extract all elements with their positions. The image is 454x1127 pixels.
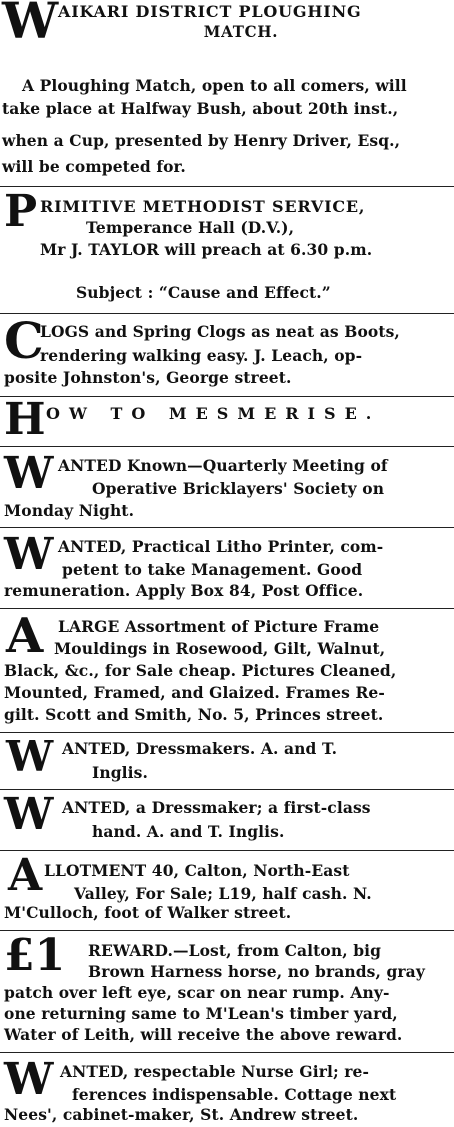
column-rule (0, 446, 454, 447)
column-rule (0, 527, 454, 528)
drop-cap: H (4, 394, 46, 445)
drop-cap: W (6, 732, 54, 781)
drop-cap: £1 (4, 930, 66, 981)
column-rule (0, 608, 454, 609)
ad-text-line: LARGE Assortment of Picture Frame (58, 617, 380, 636)
ad-headline: RIMITIVE METHODIST SERVICE, (40, 197, 366, 216)
column-rule (0, 1052, 454, 1053)
ad-text-line: Valley, For Sale; L19, half cash. N. (74, 884, 372, 903)
ad-text-line: will be competed for. (2, 157, 186, 176)
ad-text-line: ANTED, a Dressmaker; a first-class (62, 798, 371, 817)
ad-text-line: ANTED Known—Quarterly Meeting of (58, 456, 388, 475)
ad-headline: AIKARI DISTRICT PLOUGHING (58, 2, 362, 21)
column-rule (0, 930, 454, 931)
ad-text-line: Monday Night. (4, 501, 135, 520)
drop-cap: P (4, 186, 38, 237)
ad-text-line: LOGS and Spring Clogs as neat as Boots, (40, 322, 400, 341)
drop-cap: A (6, 608, 44, 664)
ad-headline: MATCH. (203, 22, 279, 41)
ad-text-line: Operative Bricklayers' Society on (92, 479, 385, 498)
drop-cap: W (4, 789, 54, 840)
ad-text-line: Subject : “Cause and Effect.” (76, 283, 331, 302)
ad-text-line: when a Cup, presented by Henry Driver, Esq., (2, 131, 401, 150)
ad-text-line: take place at Halfway Bush, about 20th inst., (2, 99, 399, 118)
ad-text-line: ANTED, Dressmakers. A. and T. (62, 739, 338, 758)
ad-text-line: petent to take Management. Good (62, 560, 363, 579)
column-rule (0, 186, 454, 187)
ad-text-line: rendering walking easy. J. Leach, op- (40, 346, 363, 365)
ad-text-line: hand. A. and T. Inglis. (92, 822, 285, 841)
drop-cap: W (4, 1054, 54, 1105)
ad-text-line: Mounted, Framed, and Glaized. Frames Re- (4, 683, 385, 702)
ad-text-line: Brown Harness horse, no brands, gray (88, 962, 425, 981)
column-rule (0, 396, 454, 397)
ad-text-line: ANTED, Practical Litho Printer, com- (58, 537, 384, 556)
ad-text-line: REWARD.—Lost, from Calton, big (88, 941, 382, 960)
drop-cap: C (4, 311, 44, 370)
ad-text-line: ferences indispensable. Cottage next (72, 1085, 397, 1104)
ad-text-line: LLOTMENT 40, Calton, North-East (44, 861, 350, 880)
ad-text-line: Mr J. TAYLOR will preach at 6.30 p.m. (40, 240, 373, 259)
ad-headline: OW TO MESMERISE. (46, 404, 381, 423)
ad-text-line: Temperance Hall (D.V.), (86, 218, 295, 237)
ad-text-line: patch over left eye, scar on near rump. Any- (4, 983, 390, 1002)
ad-text-line: posite Johnston's, George street. (4, 368, 292, 387)
ad-text-line: one returning same to M'Lean's timber yard, (4, 1004, 398, 1023)
drop-cap: W (4, 448, 54, 499)
ad-text-line: ANTED, respectable Nurse Girl; re- (60, 1062, 370, 1081)
ad-text-line: gilt. Scott and Smith, No. 5, Princes street. (4, 705, 384, 724)
drop-cap: W (2, 0, 59, 50)
column-rule (0, 732, 454, 733)
ad-text-line: Black, &c., for Sale cheap. Pictures Cleaned, (4, 661, 397, 680)
ad-text-line: Mouldings in Rosewood, Gilt, Walnut, (54, 639, 386, 658)
column-rule (0, 850, 454, 851)
ad-text-line: Inglis. (92, 763, 148, 782)
drop-cap: A (8, 850, 43, 901)
ad-text-line: Nees', cabinet-maker, St. Andrew street. (4, 1105, 359, 1124)
ad-text-line: remuneration. Apply Box 84, Post Office. (4, 581, 364, 600)
ad-text-line: Water of Leith, will receive the above reward. (4, 1025, 403, 1044)
ad-text-line: A Ploughing Match, open to all comers, will (22, 76, 407, 95)
column-rule (0, 313, 454, 314)
column-rule (0, 789, 454, 790)
drop-cap: W (4, 529, 54, 580)
ad-text-line: M'Culloch, foot of Walker street. (4, 903, 292, 922)
